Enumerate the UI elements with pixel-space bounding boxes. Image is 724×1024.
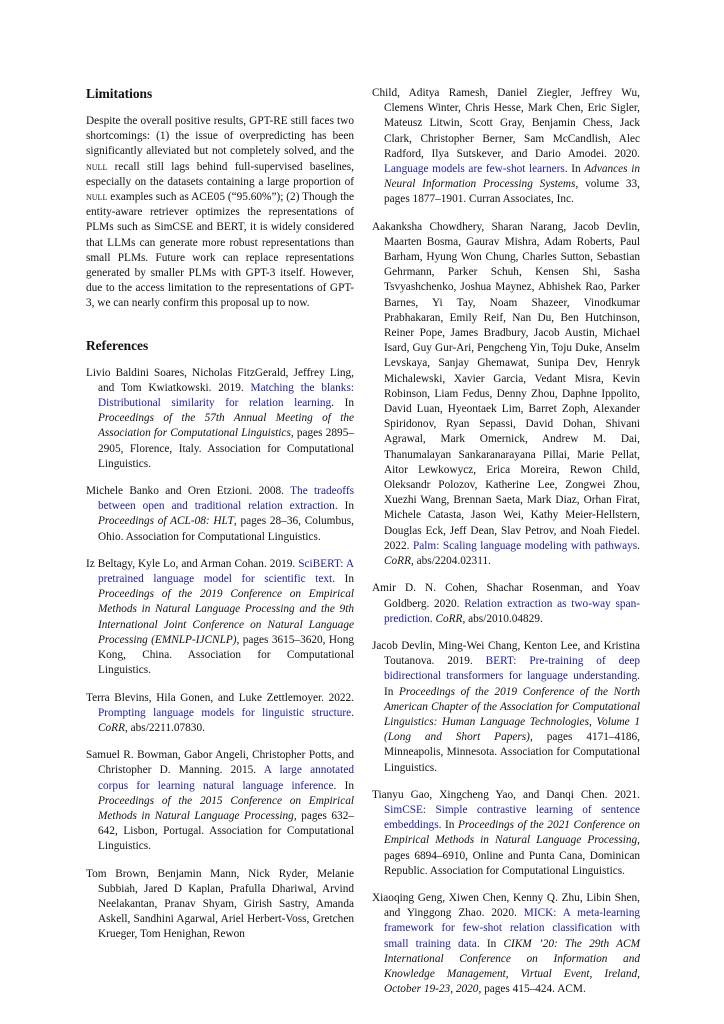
reference-entry <box>372 639 640 776</box>
reference-separator: . <box>429 612 436 625</box>
limitations-heading: Limitations <box>86 86 153 101</box>
reference-authors: Jacob Devlin, Ming-Wei Chang, Kenton Lee, and Kristina Toutanova. 2019. <box>372 639 640 668</box>
reference-details: , pages 415–424. ACM. <box>478 983 586 996</box>
reference-details: , abs/2010.04829. <box>462 612 543 625</box>
reference-authors: Livio Baldini Soares, Nicholas FitzGerald, Jeffrey Ling, and Tom Kwiatkowski. 2019. <box>86 366 354 394</box>
reference-title-link[interactable]: Matching the blanks: Distributional similarity for relation learning <box>98 381 354 410</box>
reference-authors: Terra Blevins, Hila Gonen, and Luke Zettlemoyer. 2022. <box>86 691 354 704</box>
reference-title-link[interactable]: SimCSE: Simple contrastive learning of sentence embeddings <box>384 803 640 832</box>
references-list-left <box>86 366 354 943</box>
references-heading: References <box>86 337 149 353</box>
reference-entry <box>86 366 354 472</box>
limitations-paragraph <box>86 114 354 312</box>
reference-details: , abs/2204.02311. <box>411 555 491 568</box>
reference-title-link[interactable]: Language models are few-shot learners <box>384 163 565 176</box>
reference-venue: Proceedings of the 2019 Conference of the North American Chapter of the Association for Computational Linguistics: Human Language Technologies, Volume 1 (Long and Short Papers) <box>384 685 640 744</box>
reference-authors: Samuel R. Bowman, Gabor Angeli, Christopher Potts, and Christopher D. Manning. 2015. <box>86 749 354 777</box>
reference-venue: Advances in Neural Information Processing Systems <box>384 163 640 191</box>
reference-separator: . In <box>332 573 354 586</box>
reference-title-link[interactable]: The tradeoffs between open and traditional relation extraction <box>98 485 354 513</box>
reference-title-link[interactable]: Relation extraction as two-way span-prediction <box>384 597 640 625</box>
reference-entry <box>372 891 640 997</box>
reference-entry <box>86 748 354 854</box>
reference-venue: Proceedings of the 57th Annual Meeting of the Association for Computational Linguistics <box>98 412 354 440</box>
limitations-text-2: recall still lags behind full-supervised baselines, especially on the datasets containing a large proportion of <box>86 160 354 188</box>
reference-entry <box>86 557 354 679</box>
reference-details: , pages 6894–6910, Online and Punta Cana, Dominican Republic. Association for Computational Linguistics. <box>384 834 640 877</box>
reference-separator: . <box>637 539 640 552</box>
reference-separator: . In <box>438 819 458 832</box>
reference-details: , abs/2211.07830. <box>125 721 205 734</box>
reference-venue: CoRR <box>98 721 125 734</box>
reference-title-link[interactable]: Palm: Scaling language modeling with pathways <box>412 539 638 552</box>
reference-details: , pages 632–642, Lisbon, Portugal. Association for Computational Linguistics. <box>98 809 354 853</box>
reference-venue: Proceedings of ACL-08: HLT <box>98 515 234 528</box>
reference-title-link[interactable]: MICK: A meta-learning framework for few-shot relation classification with small training data <box>384 907 640 950</box>
reference-details: , volume 33, pages 1877–1901. Curran Associates, Inc. <box>384 178 640 206</box>
reference-details: , pages 2895–2905, Florence, Italy. Association for Computational Linguistics. <box>98 427 355 470</box>
reference-authors: Amir D. N. Cohen, Shachar Rosenman, and Yoav Goldberg. 2020. <box>372 582 640 610</box>
reference-authors: Child, Aditya Ramesh, Daniel Ziegler, Jeffrey Wu, Clemens Winter, Chris Hesse, Mark Chen, Eric Sigler, Mateusz Litwin, Scott Gray, Benjamin Chess, Jack Clark, Christopher Berner, Sam McCandlish, Alec Radford, Ilya Sutskever, and Dario Amodei. 2020. <box>372 87 640 160</box>
reference-authors: Aakanksha Chowdhery, Sharan Narang, Jacob Devlin, Maarten Bosma, Gaurav Mishra, Adam Roberts, Paul Barham, Hyung Won Chung, Charles Sutton, Sebastian Gehrmann, Parker Schuh, Kensen Shi, Sasha Tsvyashchenko, Joshua Maynez, Abhishek Rao, Parker Barnes, Yi Tay, Noam Shazeer, Vinodkumar Prabhakaran, Emily Reif, Nan Du, Ben Hutchinson, Reiner Pope, James Bradbury, Jacob Austin, Michael Isard, Guy Gur-Ari, Pengcheng Yin, Toju Duke, Anselm Levskaya, Sanjay Ghemawat, Sunipa Dev, Henryk Michalewski, Xavier Garcia, Vedant Misra, Kevin Robinson, Liam Fedus, Denny Zhou, Daphne Ippolito, David Luan, Hyeontaek Lim, Barret Zoph, Alexander Spiridonov, Ryan Sepassi, David Dohan, Shivani Agrawal, Mark Omernick, Andrew M. Dai, Thanumalayan Sankaranarayana Pillai, Marie Pellat, Aitor Lewkowycz, Erica Moreira, Rewon Child, Oleksandr Polozov, Katherine Lee, Zongwei Zhou, Xuezhi Wang, Brennan Saeta, Mark Diaz, Orhan Firat, Michele Catasta, Jason Wei, Kathy Meier-Hellstern, Douglas Eck, Jeff Dean, Slav Petrov, and Noah Fiedel. 2022. <box>372 220 640 552</box>
reference-details: , pages 28–36, Columbus, Ohio. Association for Computational Linguistics. <box>98 515 354 543</box>
reference-details: , pages 4171–4186, Minneapolis, Minnesota. Association for Computational Linguistics. <box>384 731 641 774</box>
reference-entry <box>86 484 354 545</box>
reference-authors: Iz Beltagy, Kyle Lo, and Arman Cohan. 2019. <box>86 557 299 570</box>
reference-title-link[interactable]: Prompting language models for linguistic structure <box>98 706 352 719</box>
reference-entry <box>86 691 354 737</box>
limitations-text-1: Despite the overall positive results, GPT-RE still faces two shortcomings: (1) the issue of overpredicting has been significantly alleviated but not completely solved, and the <box>86 115 354 158</box>
reference-authors: Michele Banko and Oren Etzioni. 2008. <box>86 485 291 498</box>
reference-venue: CIKM ’20: The 29th ACM International Conference on Information and Knowledge Management, Virtual Event, Ireland, October 19-23, 2020 <box>384 937 640 996</box>
right-column <box>372 86 640 1009</box>
limitations-text-3: examples such as ACE05 (“95.60%”); (2) Though the entity-aware retriever optimizes the representations of PLMs such as SimCSE and BERT, it is widely considered that LLMs can generate more robust representations than small PLMs. Future work can replace representations generated by smaller PLMs with GPT-3 itself. However, due to the access limitation to the representations of GPT-3, we can nearly confirm this proposal up to now. <box>86 191 354 310</box>
reference-title-link[interactable]: BERT: Pre-training of deep bidirectional transformers for language understanding <box>384 655 640 683</box>
reference-separator: . <box>351 706 354 719</box>
reference-separator: . In <box>384 670 640 698</box>
reference-separator: . In <box>476 937 504 950</box>
reference-authors: Tom Brown, Benjamin Mann, Nick Ryder, Melanie Subbiah, Jared D Kaplan, Prafulla Dhariwal, Arvind Neelakantan, Pranav Shyam, Girish Sastry, Amanda Askell, Sandhini Agarwal, Ariel Herbert-Voss, Gretchen Krueger, Tom Henighan, Rewon <box>86 867 354 941</box>
reference-entry <box>86 867 354 943</box>
reference-separator: . In <box>564 163 585 176</box>
reference-authors: Xiaoqing Geng, Xiwen Chen, Kenny Q. Zhu, Libin Shen, and Yinggong Zhao. 2020. <box>372 891 640 920</box>
reference-entry <box>372 581 640 627</box>
null-term: null <box>86 191 108 204</box>
reference-separator: . In <box>331 397 354 410</box>
left-column <box>86 86 354 955</box>
reference-authors: Tianyu Gao, Xingcheng Yao, and Danqi Chen. 2021. <box>372 788 640 801</box>
reference-venue: Proceedings of the 2021 Conference on Empirical Methods in Natural Language Processing <box>384 819 640 847</box>
reference-entry <box>372 220 640 570</box>
reference-venue: CoRR <box>435 612 463 625</box>
reference-separator: . In <box>333 779 354 792</box>
reference-venue: Proceedings of the 2015 Conference on Empirical Methods in Natural Language Processing <box>98 794 354 822</box>
reference-entry <box>372 86 640 208</box>
reference-title-link[interactable]: SciBERT: A pretrained language model for scientific text <box>98 557 354 586</box>
reference-entry <box>372 788 640 879</box>
reference-title-link[interactable]: A large annotated corpus for learning natural language inference <box>98 764 354 792</box>
reference-venue: CoRR <box>384 555 411 568</box>
reference-separator: . In <box>334 500 355 513</box>
reference-venue: Proceedings of the 2019 Conference on Empirical Methods in Natural Language Processing and the 9th International Joint Conference on Natural Language Processing (EMNLP-IJCNLP) <box>98 588 354 646</box>
null-term: null <box>86 160 108 173</box>
reference-details: , pages 3615–3620, Hong Kong, China. Association for Computational Linguistics. <box>98 633 354 677</box>
references-list-right <box>372 86 640 997</box>
